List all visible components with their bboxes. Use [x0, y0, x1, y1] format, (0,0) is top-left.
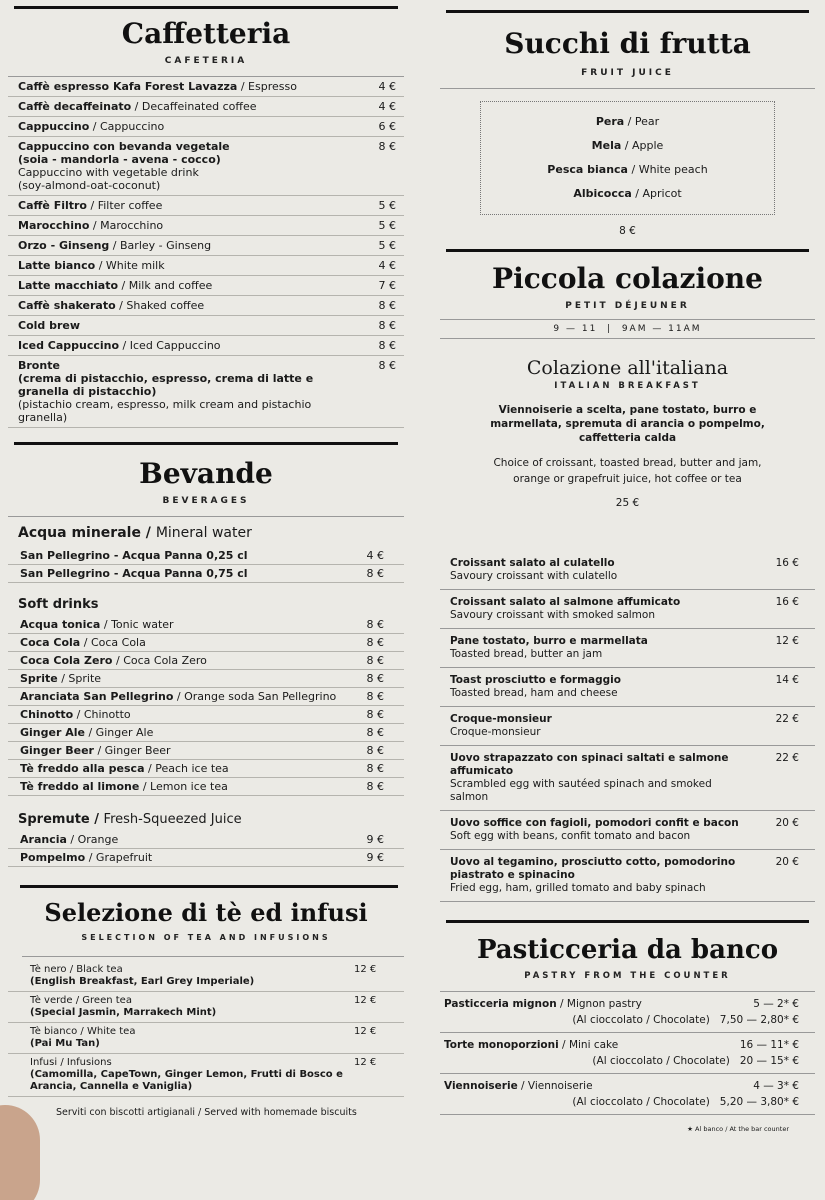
- item-name-it: Toast prosciutto e formaggio: [450, 674, 621, 686]
- item-price: 4 €: [366, 549, 384, 562]
- chocolate-label: (Al cioccolato / Chocolate): [572, 1096, 710, 1108]
- item-price: 8 €: [366, 762, 384, 775]
- item-name-en: Croque-monsieur: [450, 726, 541, 738]
- item-detail-it: (crema di pistacchio, espresso, crema di latte e granella di pistacchio): [18, 372, 314, 398]
- menu-item: [8, 196, 404, 216]
- item-detail: (Camomilla, CapeTown, Ginger Lemon, Frutti di Bosco e Arancia, Cannella e Vaniglia): [30, 1069, 343, 1092]
- item-name: Caffè espresso Kafa Forest Lavazza / Espresso: [18, 80, 297, 93]
- item-name: Tè verde / Green tea (Special Jasmin, Marrakech Mint): [30, 995, 354, 1019]
- thumb: [0, 1105, 40, 1200]
- item-name-en: Black tea: [76, 964, 123, 975]
- menu-item: [8, 296, 404, 316]
- juice-item: Pera / Pear: [595, 115, 660, 128]
- item-name: [450, 856, 749, 895]
- item-name-it: Uovo soffice con fagioli, pomodori confit e bacon: [450, 817, 739, 829]
- divider: [8, 516, 404, 517]
- item-name-en: Toasted bread, butter an jam: [450, 648, 603, 660]
- succhi-subtitle: FRUIT JUICE: [581, 68, 674, 78]
- item-name-en: Espresso: [248, 80, 297, 93]
- menu-item: [8, 336, 404, 356]
- item-price: 8 €: [366, 744, 384, 757]
- item-name: Iced Cappuccino / Iced Cappuccino: [18, 339, 221, 352]
- item-price: 5 €: [378, 219, 396, 232]
- item-name-en: Coca Cola Zero: [123, 654, 207, 667]
- item-price: 12 €: [775, 635, 799, 647]
- item-name-it: Tè freddo al limone: [20, 780, 140, 793]
- item-price: 8 €: [366, 708, 384, 721]
- pastry-line: [444, 1078, 799, 1094]
- item-name-it: Tè bianco: [30, 1026, 78, 1037]
- item-price: 8 €: [378, 319, 396, 332]
- item-name: [450, 557, 749, 583]
- caffetteria-subtitle: CAFETERIA: [164, 56, 248, 66]
- juice-item: Albicocca / Apricot: [573, 187, 682, 200]
- item-name-en: (pistachio cream, espresso, milk cream and pistachio granella): [18, 398, 312, 424]
- item-name-it: Coca Cola: [20, 636, 81, 649]
- menu-item: [8, 117, 404, 137]
- item-name-en: Lemon ice tea: [150, 780, 228, 793]
- item-name-it: Coca Cola Zero: [20, 654, 113, 667]
- choc-it: Al cioccolato: [596, 1055, 663, 1067]
- item-name-it: Marocchino: [18, 219, 90, 232]
- item-name-en: Grapefruit: [95, 851, 153, 864]
- item-name-en: Sprite: [68, 672, 102, 685]
- item-name: Viennoiserie / Viennoiserie: [444, 1080, 593, 1092]
- item-name-it: Pompelmo: [20, 851, 86, 864]
- item-name: Arancia / Orange: [20, 833, 119, 846]
- item-name-it: Tè verde: [30, 995, 73, 1006]
- item-price: 5 €: [378, 239, 396, 252]
- item-name-it: San Pellegrino - Acqua Panna 0,25 cl: [20, 549, 248, 562]
- item-name: Orzo - Ginseng / Barley - Ginseng: [18, 239, 212, 252]
- divider: [20, 885, 398, 888]
- item-name-it: Ginger Ale: [20, 726, 85, 739]
- menu-item: [8, 137, 404, 196]
- menu-item: [8, 652, 404, 670]
- pastry-chocolate-line: [444, 1094, 799, 1110]
- item-name-it: Arancia: [20, 833, 67, 846]
- menu-item: [8, 97, 404, 117]
- item-name: Coca Cola Zero / Coca Cola Zero: [20, 654, 207, 667]
- item-name: [450, 635, 749, 661]
- juice-item: Mela / Apple: [591, 139, 664, 152]
- pastry-item: [440, 992, 815, 1033]
- item-name-it: Pesca bianca: [547, 163, 628, 176]
- item-name-en: Infusions: [66, 1057, 112, 1068]
- item-name: Tè freddo al limone / Lemon ice tea: [20, 780, 228, 793]
- item-name-it: San Pellegrino - Acqua Panna 0,75 cl: [20, 567, 248, 580]
- item-name-en: White peach: [638, 163, 708, 176]
- succhi-price: 8 €: [619, 225, 636, 237]
- item-name: [450, 817, 749, 843]
- menu-item: [8, 256, 404, 276]
- item-name: Caffè Filtro / Filter coffee: [18, 199, 163, 212]
- item-name: [18, 359, 360, 424]
- item-name-en: Savoury croissant with culatello: [450, 570, 618, 582]
- item-name-it: Viennoiserie: [444, 1080, 518, 1092]
- menu-item: [8, 742, 404, 760]
- item-name-it: Orzo - Ginseng: [18, 239, 110, 252]
- choc-en: Chocolate: [653, 1014, 706, 1026]
- item-name: [450, 752, 749, 804]
- item-name: Infusi / Infusions (Camomilla, CapeTown, Ginger Lemon, Frutti di Bosco e Arancia, Cannella e Vaniglia): [30, 1057, 354, 1093]
- item-name-it: Infusi: [30, 1057, 58, 1068]
- left-column: [8, 0, 404, 1118]
- item-name: Ginger Ale / Ginger Ale: [20, 726, 154, 739]
- italian-breakfast-subtitle: ITALIAN BREAKFAST: [554, 381, 701, 391]
- item-name: Tè freddo alla pesca / Peach ice tea: [20, 762, 229, 775]
- tea-item: [8, 1023, 404, 1054]
- breakfast-item: [440, 590, 815, 629]
- menu-item: [8, 356, 404, 428]
- bevande-subtitle: BEVERAGES: [162, 496, 250, 506]
- item-name-en: Pear: [634, 115, 660, 128]
- item-name-it: Croissant salato al salmone affumicato: [450, 596, 681, 608]
- tea-item: [8, 1054, 404, 1097]
- pastry-item: [440, 1074, 815, 1115]
- item-name-it: Torte monoporzioni: [444, 1039, 559, 1051]
- right-column: [440, 0, 815, 1133]
- menu-item: [8, 77, 404, 97]
- item-name-en: Green tea: [82, 995, 132, 1006]
- item-name: [450, 596, 749, 622]
- pastry-list: [440, 992, 815, 1115]
- breakfast-item: [440, 746, 815, 811]
- item-name-en: Iced Cappuccino: [129, 339, 221, 352]
- item-price: 8 €: [366, 618, 384, 631]
- chocolate-price: 7,50 — 2,80* €: [719, 1014, 799, 1026]
- tea-item: [8, 992, 404, 1023]
- item-name-it: Uovo strapazzato con spinaci saltati e salmone affumicato: [450, 752, 729, 777]
- item-name: [18, 319, 360, 332]
- item-price: 8 €: [378, 339, 396, 352]
- item-name: Marocchino / Marocchino: [18, 219, 164, 232]
- item-name-en: Milk and coffee: [128, 279, 213, 292]
- menu-item: [8, 778, 404, 796]
- item-price: 8 €: [366, 567, 384, 580]
- item-name-it: Sprite: [20, 672, 58, 685]
- item-name: Caffè decaffeinato / Decaffeinated coffee: [18, 100, 257, 113]
- item-name: [18, 140, 360, 192]
- item-price: 9 €: [366, 851, 384, 864]
- item-name: Latte bianco / White milk: [18, 259, 165, 272]
- item-price: 8 €: [366, 636, 384, 649]
- menu-item: [8, 634, 404, 652]
- juice-group-title: Spremute / Fresh-Squeezed Juice: [18, 812, 242, 827]
- italian-breakfast-price: 25 €: [615, 497, 640, 509]
- item-name-it: Iced Cappuccino: [18, 339, 120, 352]
- menu-item: [8, 565, 404, 583]
- item-price: 5 — 2* €: [753, 998, 799, 1010]
- item-price: 5 €: [378, 199, 396, 212]
- item-name-en: Ginger Beer: [104, 744, 171, 757]
- divider: [440, 338, 815, 339]
- italian-breakfast-desc-it: Viennoiserie a scelta, pane tostato, burro e marmellata, spremuta di arancia o pompelmo, caffetteria calda: [490, 404, 765, 444]
- item-name-en: Apple: [631, 139, 664, 152]
- item-price: 20 €: [775, 856, 799, 868]
- item-name-it: Latte bianco: [18, 259, 96, 272]
- item-name-en: Orange: [77, 833, 119, 846]
- chocolate-price: 5,20 — 3,80* €: [719, 1096, 799, 1108]
- choc-it: Al cioccolato: [576, 1014, 643, 1026]
- juice-item: Pesca bianca / White peach: [547, 163, 708, 176]
- chocolate-price: 20 — 15* €: [739, 1055, 799, 1067]
- item-name-en: Cappuccino with vegetable drink: [18, 166, 199, 179]
- item-name-en: Cappuccino: [99, 120, 165, 133]
- menu-item: [8, 316, 404, 336]
- item-price: 6 €: [378, 120, 396, 133]
- caffetteria-title: Caffetteria: [121, 17, 291, 50]
- pastry-chocolate-line: [444, 1012, 799, 1028]
- tea-item: [8, 961, 404, 992]
- pastry-footnote: ★ Al banco / At the bar counter: [687, 1125, 789, 1133]
- colazione-hours: 9 — 11 | 9AM — 11AM: [553, 324, 702, 334]
- pastry-chocolate-line: [444, 1053, 799, 1069]
- item-name-en: Toasted bread, ham and cheese: [450, 687, 618, 699]
- item-name-it: Uovo al tegamino, prosciutto cotto, pomodorino piastrato e spinacino: [450, 856, 736, 881]
- item-price: 20 €: [775, 817, 799, 829]
- breakfast-item: [440, 850, 815, 902]
- item-price: 8 €: [366, 726, 384, 739]
- item-price: 8 €: [378, 140, 396, 153]
- item-price: 12 €: [354, 1026, 377, 1037]
- breakfast-item: [440, 668, 815, 707]
- item-name-en: Apricot: [642, 187, 682, 200]
- item-name-en: Marocchino: [100, 219, 164, 232]
- item-name-en: Soft egg with beans, confit tomato and bacon: [450, 830, 691, 842]
- item-name-it: Acqua tonica: [20, 618, 101, 631]
- item-name: [20, 567, 348, 580]
- item-name-en: Fried egg, ham, grilled tomato and baby spinach: [450, 882, 706, 894]
- water-list: [8, 547, 404, 583]
- item-name-en: Tonic water: [111, 618, 174, 631]
- item-name-it: Tè nero: [30, 964, 67, 975]
- menu-item: [8, 616, 404, 634]
- item-name-it: Caffè espresso Kafa Forest Lavazza: [18, 80, 238, 93]
- divider: [446, 10, 809, 13]
- italian-breakfast-title: Colazione all'italiana: [526, 357, 729, 379]
- item-name: Coca Cola / Coca Cola: [20, 636, 146, 649]
- item-name-en: Mignon pastry: [566, 998, 642, 1010]
- item-name-it: Cappuccino: [18, 120, 90, 133]
- divider: [440, 319, 815, 320]
- divider: [14, 442, 398, 445]
- colazione-subtitle: PETIT DÉJEUNER: [565, 301, 690, 311]
- menu-item: [8, 276, 404, 296]
- item-name: Caffè shakerato / Shaked coffee: [18, 299, 205, 312]
- item-name-it: Pane tostato, burro e marmellata: [450, 635, 648, 647]
- item-price: 8 €: [378, 359, 396, 372]
- fruit-juice-box: [480, 101, 775, 215]
- item-price: 8 €: [378, 299, 396, 312]
- menu-item: [8, 706, 404, 724]
- tea-title: Selezione di tè ed infusi: [44, 898, 368, 927]
- choc-it: Al cioccolato: [576, 1096, 643, 1108]
- breakfast-item: [440, 629, 815, 668]
- item-name-en: White milk: [105, 259, 165, 272]
- item-name-en: Decaffeinated coffee: [141, 100, 257, 113]
- divider: [440, 88, 815, 89]
- item-name-it: Bronte: [18, 359, 60, 372]
- menu-item: [8, 724, 404, 742]
- item-price: 8 €: [366, 654, 384, 667]
- item-name-en: Coca Cola: [90, 636, 146, 649]
- item-name-en: Mini cake: [568, 1039, 619, 1051]
- bevande-title: Bevande: [139, 457, 273, 490]
- item-detail: (Special Jasmin, Marrakech Mint): [30, 1007, 217, 1018]
- item-name-en: Savoury croissant with smoked salmon: [450, 609, 655, 621]
- item-name-it: Aranciata San Pellegrino: [20, 690, 174, 703]
- menu-item: [8, 547, 404, 565]
- colazione-title: Piccola colazione: [492, 262, 763, 295]
- item-name-it: Caffè Filtro: [18, 199, 87, 212]
- divider: [446, 920, 809, 923]
- item-name-it: Caffè decaffeinato: [18, 100, 132, 113]
- item-price: 4 €: [378, 259, 396, 272]
- item-price: 16 — 11* €: [739, 1039, 799, 1051]
- breakfast-item: [440, 811, 815, 850]
- item-name-it: Tè freddo alla pesca: [20, 762, 145, 775]
- juice-list: [8, 831, 404, 867]
- menu-item: [8, 831, 404, 849]
- item-name: Aranciata San Pellegrino / Orange soda San Pellegrino: [20, 690, 337, 703]
- item-name-it: Pasticceria mignon: [444, 998, 557, 1010]
- pasticceria-subtitle: PASTRY FROM THE COUNTER: [524, 971, 731, 981]
- succhi-title: Succhi di frutta: [504, 27, 751, 60]
- item-name: Pompelmo / Grapefruit: [20, 851, 153, 864]
- divider: [22, 956, 404, 957]
- menu-item: [8, 216, 404, 236]
- item-price: 9 €: [366, 833, 384, 846]
- item-name: Acqua tonica / Tonic water: [20, 618, 174, 631]
- tea-note: Serviti con biscotti artigianali / Served with homemade biscuits: [56, 1107, 357, 1118]
- item-name: [20, 549, 348, 562]
- item-name-en: Ginger Ale: [95, 726, 154, 739]
- item-name-it: Pera: [595, 115, 625, 128]
- item-name: Sprite / Sprite: [20, 672, 102, 685]
- item-detail-en: (soy-almond-oat-coconut): [18, 179, 161, 192]
- caffetteria-list: [8, 77, 404, 428]
- item-name-en: Viennoiserie: [527, 1080, 593, 1092]
- soft-group-title: Soft drinks: [18, 597, 99, 612]
- item-name: Cappuccino / Cappuccino: [18, 120, 165, 133]
- item-price: 22 €: [775, 713, 799, 725]
- item-price: 22 €: [775, 752, 799, 764]
- item-name-it: Cold brew: [18, 319, 81, 332]
- breakfast-list: [440, 551, 815, 902]
- item-price: 8 €: [366, 780, 384, 793]
- item-price: 4 €: [378, 100, 396, 113]
- item-name-en: Shaked coffee: [126, 299, 205, 312]
- item-name-en: Orange soda San Pellegrino: [184, 690, 337, 703]
- item-name-it: Croque-monsieur: [450, 713, 552, 725]
- item-price: 14 €: [775, 674, 799, 686]
- item-detail: (English Breakfast, Earl Grey Imperiale): [30, 976, 255, 987]
- soft-drinks-list: [8, 616, 404, 796]
- item-price: 4 — 3* €: [753, 1080, 799, 1092]
- item-name-it: Mela: [591, 139, 622, 152]
- item-price: 8 €: [366, 672, 384, 685]
- item-name: Torte monoporzioni / Mini cake: [444, 1039, 619, 1051]
- item-name-en: Chinotto: [83, 708, 131, 721]
- item-name-it: Albicocca: [573, 187, 632, 200]
- item-name-en: White tea: [86, 1026, 136, 1037]
- menu-item: [8, 236, 404, 256]
- pasticceria-title: Pasticceria da banco: [476, 935, 779, 965]
- italian-breakfast-desc-en: Choice of croissant, toasted bread, butter and jam, orange or grapefruit juice, hot coffee or tea: [493, 457, 762, 485]
- item-name: [450, 713, 749, 739]
- item-name-en: Scrambled egg with sautéed spinach and smoked salmon: [450, 778, 712, 803]
- pastry-item: [440, 1033, 815, 1074]
- tea-subtitle: SELECTION OF TEA AND INFUSIONS: [81, 933, 331, 942]
- item-name-en: Peach ice tea: [155, 762, 229, 775]
- divider: [446, 249, 809, 252]
- item-price: 16 €: [775, 557, 799, 569]
- item-price: 7 €: [378, 279, 396, 292]
- item-name: Chinotto / Chinotto: [20, 708, 131, 721]
- item-name-it: Ginger Beer: [20, 744, 94, 757]
- item-name: Latte macchiato / Milk and coffee: [18, 279, 213, 292]
- breakfast-item: [440, 551, 815, 590]
- chocolate-label: (Al cioccolato / Chocolate): [572, 1014, 710, 1026]
- item-name: Tè nero / Black tea (English Breakfast, Earl Grey Imperiale): [30, 964, 354, 988]
- menu-item: [8, 849, 404, 867]
- item-price: 8 €: [366, 690, 384, 703]
- menu-item: [8, 688, 404, 706]
- item-name: Ginger Beer / Ginger Beer: [20, 744, 171, 757]
- item-name-it: Caffè shakerato: [18, 299, 116, 312]
- menu-item: [8, 670, 404, 688]
- item-detail: (Pai Mu Tan): [30, 1038, 100, 1049]
- pastry-line: [444, 996, 799, 1012]
- item-name-en: Filter coffee: [97, 199, 163, 212]
- item-name: Tè bianco / White tea (Pai Mu Tan): [30, 1026, 354, 1050]
- choc-en: Chocolate: [653, 1096, 706, 1108]
- divider: [14, 6, 398, 9]
- breakfast-item: [440, 707, 815, 746]
- item-name: [450, 674, 749, 700]
- item-name-it: Cappuccino con bevanda vegetale: [18, 140, 230, 153]
- water-group-title: Acqua minerale / Mineral water: [18, 525, 252, 541]
- item-name: Pasticceria mignon / Mignon pastry: [444, 998, 642, 1010]
- chocolate-label: (Al cioccolato / Chocolate): [592, 1055, 730, 1067]
- item-name-it: Croissant salato al culatello: [450, 557, 615, 569]
- item-name-it: Chinotto: [20, 708, 74, 721]
- item-price: 12 €: [354, 964, 377, 975]
- tea-list: [8, 961, 404, 1097]
- item-name-it: Latte macchiato: [18, 279, 119, 292]
- item-name-en: Barley - Ginseng: [120, 239, 212, 252]
- menu-item: [8, 760, 404, 778]
- item-price: 16 €: [775, 596, 799, 608]
- item-detail-it: (soia - mandorla - avena - cocco): [18, 153, 221, 166]
- pastry-line: [444, 1037, 799, 1053]
- item-price: 12 €: [354, 1057, 377, 1068]
- item-price: 12 €: [354, 995, 377, 1006]
- item-price: 4 €: [378, 80, 396, 93]
- choc-en: Chocolate: [673, 1055, 726, 1067]
